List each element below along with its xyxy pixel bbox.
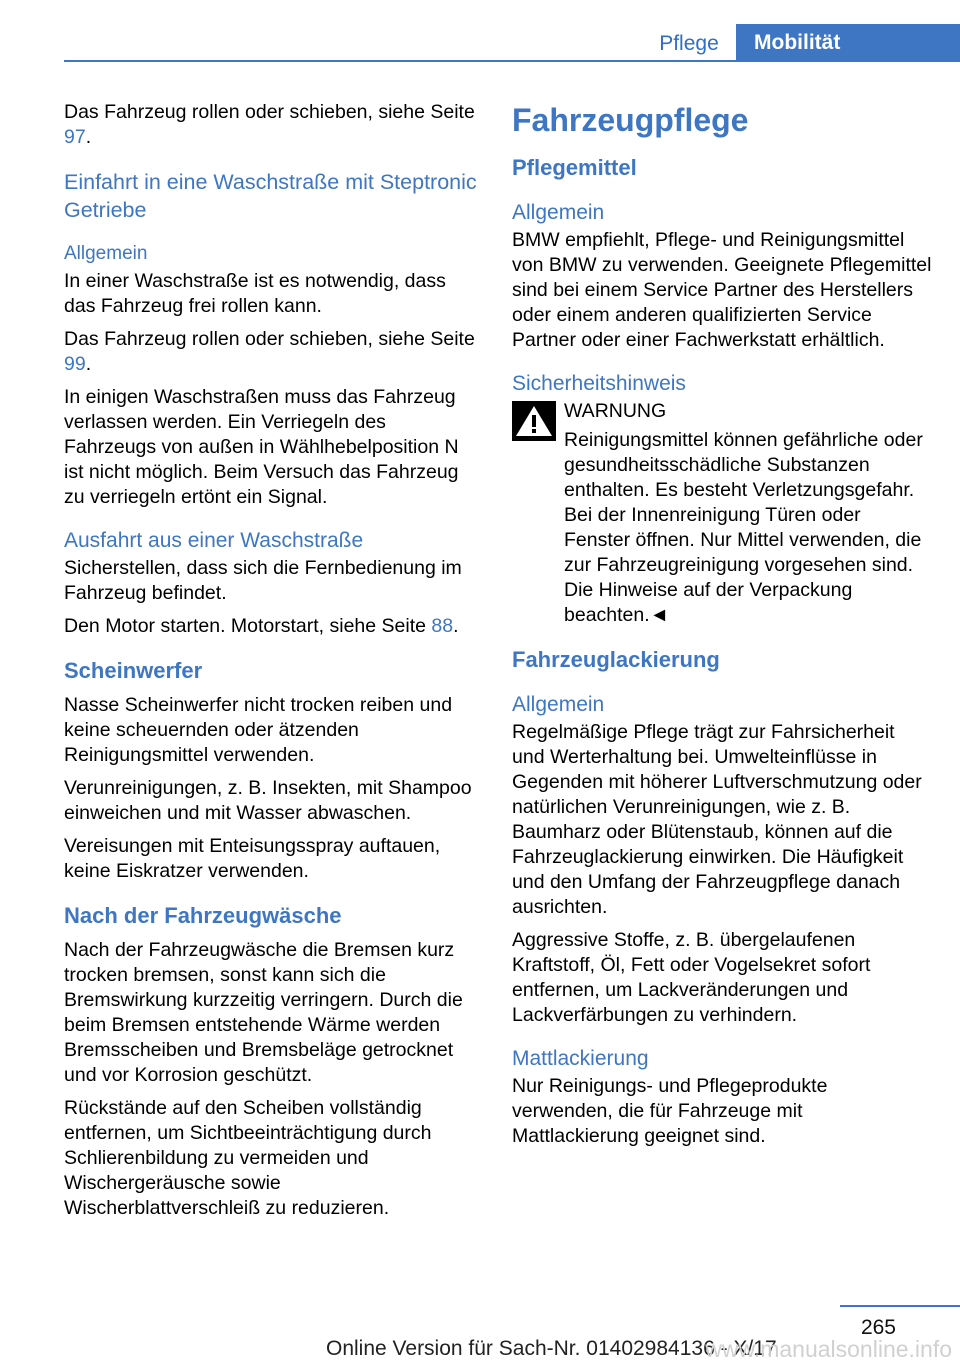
paragraph: Nasse Scheinwerfer nicht trocken reiben und keine scheuernden oder ätzenden Reinigungsmittel verwenden.	[64, 694, 453, 766]
paragraph: In einer Waschstraße ist es notwendig, dass das Fahrzeug frei rollen kann.	[64, 270, 446, 317]
watermark: www.manualsonline.info	[705, 1336, 952, 1362]
paragraph: Nach der Fahrzeugwäsche die Bremsen kurz trocken bremsen, sonst kann sich die Bremswirkung kurzzeitig verringern. Durch die beim Bremsen entstehende Wärme werden Bremsscheiben und Bremsbeläge getrocknet und vor Korrosion geschützt.	[64, 939, 463, 1086]
paragraph: Den Motor starten. Motorstart, siehe Seite 88.	[64, 615, 459, 637]
warning-triangle-icon	[512, 401, 556, 441]
tab-mobilitaet[interactable]: Mobilität	[736, 24, 960, 62]
heading-allgemein: Allgemein	[512, 693, 605, 716]
heading-scheinwerfer: Scheinwerfer	[64, 658, 203, 683]
paragraph: BMW empfiehlt, Pflege- und Reinigungsmittel von BMW zu verwenden. Geeignete Pflegemittel sind bei einem Service Partner des Herstellers oder einem anderen qualifizierten Service Partner oder einer Fachwerkstatt erhältlich.	[512, 229, 932, 351]
heading-mattlackierung: Mattlackierung	[512, 1047, 649, 1070]
paragraph: Rückstände auf den Scheiben vollständig entfernen, um Sichtbeeinträchtigung durch Schlierenbildung zu vermeiden und Wischergeräusche sowie Wischerblattverschleiß zu reduzieren.	[64, 1097, 432, 1219]
paragraph: In einigen Waschstraßen muss das Fahrzeug verlassen werden. Ein Verriegeln des Fahrzeugs von außen in Wählhebelposition N ist nicht möglich. Beim Versuch das Fahrzeug zu verriegeln ertönt ein Signal.	[64, 386, 459, 508]
paragraph: Sicherstellen, dass sich die Fernbedienung im Fahrzeug befindet.	[64, 557, 462, 604]
footer-rule	[840, 1305, 960, 1307]
page-link[interactable]: 97	[64, 126, 86, 148]
left-column	[64, 100, 482, 1229]
heading-sicherheitshinweis: Sicherheitshinweis	[512, 372, 686, 395]
warning-title: WARNUNG	[564, 400, 667, 422]
right-column	[512, 100, 932, 1157]
heading-fahrzeuglackierung: Fahrzeuglackierung	[512, 647, 720, 672]
page-link[interactable]: 99	[64, 353, 86, 375]
paragraph: Aggressive Stoffe, z. B. übergelaufenen Kraftstoff, Öl, Fett oder Vogelsekret sofort entfernen, um Lackveränderungen und Lackverfärbungen zu verhindern.	[512, 929, 871, 1026]
heading-fahrzeugpflege: Fahrzeugpflege	[512, 102, 749, 138]
page-number: 265	[860, 1316, 896, 1339]
heading-waschstrasse: Einfahrt in eine Waschstraße mit Steptronic Getriebe	[64, 170, 477, 222]
heading-pflegemittel: Pflegemittel	[512, 155, 637, 180]
heading-allgemein: Allgemein	[64, 243, 148, 264]
paragraph: Das Fahrzeug rollen oder schieben, siehe Seite 97.	[64, 101, 475, 148]
tab-pflege[interactable]: Pflege	[659, 31, 719, 55]
page-link[interactable]: 88	[431, 615, 454, 637]
paragraph: Vereisungen mit Enteisungsspray auftauen, keine Eiskratzer verwenden.	[64, 835, 441, 882]
heading-nach-waesche: Nach der Fahrzeugwäsche	[64, 903, 342, 928]
warning-text: Reinigungsmittel können gefährliche oder gesundheitsschädliche Substanzen enthalten. Es besteht Verletzungsgefahr. Bei der Innenreinigung Türen oder Fenster öffnen. Nur Mittel verwenden, die zur Fahrzeugreinigung vorgesehen sind. Die Hinweise auf der Verpackung beachten.◄	[564, 429, 923, 626]
paragraph: Regelmäßige Pflege trägt zur Fahrsicherheit und Werterhaltung bei. Umwelteinflüsse in Gegenden mit höherer Luftverschmutzung oder natürlichen Verunreinigungen, wie z. B. Baumharz oder Blütenstaub, können auf die Fahrzeuglackierung einwirken. Die Häufigkeit und den Umfang der Fahrzeugpflege danach ausrichten.	[512, 721, 922, 918]
warning-box	[512, 399, 932, 628]
heading-allgemein: Allgemein	[512, 201, 605, 224]
paragraph: Das Fahrzeug rollen oder schieben, siehe Seite 99.	[64, 328, 475, 375]
online-version-note: Online Version für Sach-Nr. 01402984136 - X/17	[326, 1337, 777, 1360]
paragraph: Nur Reinigungs- und Pflegeprodukte verwenden, die für Fahrzeuge mit Mattlackierung geeignet sind.	[512, 1075, 828, 1147]
heading-ausfahrt: Ausfahrt aus einer Waschstraße	[64, 529, 364, 552]
paragraph: Verunreinigungen, z. B. Insekten, mit Shampoo einweichen und mit Wasser abwaschen.	[64, 777, 472, 824]
